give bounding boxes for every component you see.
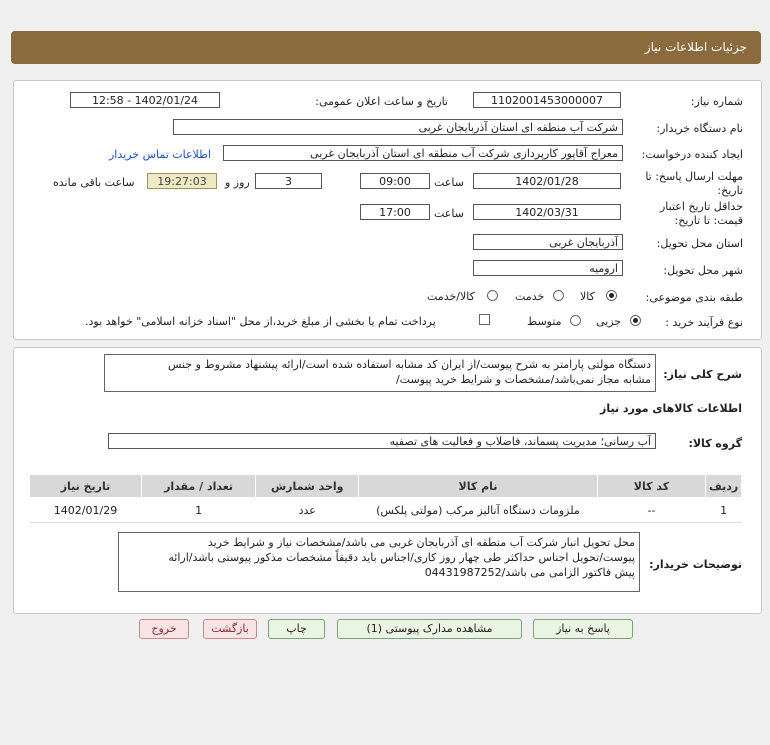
category-goods-label: کالا (580, 290, 595, 303)
notes-line-3: پیش فاکتور الزامی می باشد/04431987252 (424, 566, 635, 579)
col-date: تاریخ نیاز (30, 475, 142, 498)
table-row (30, 498, 742, 523)
process-minor-label: جزیی (596, 315, 622, 328)
reply-button[interactable]: پاسخ به نیاز (533, 619, 633, 639)
buyer-notes-box (118, 532, 640, 592)
summary-line-2: مشابه مجاز نمی‌باشد/مشخصات و شرایط خرید پیوست/ (395, 373, 651, 386)
city-label: شهر محل تحویل: (663, 264, 743, 277)
need-number-field: 1102001453000007 (473, 92, 621, 108)
creator-field: معراج آقاپور کارپردازی شرکت آب منطقه ای استان آذربایجان غربی (223, 145, 623, 161)
need-number-label: شماره نیاز: (690, 95, 743, 108)
col-code: کد کالا (597, 475, 706, 498)
validity-date-field: 1402/03/31 (473, 204, 621, 220)
col-unit: واحد شمارش (256, 475, 359, 498)
print-button[interactable]: چاپ (268, 619, 325, 639)
announce-label: تاریخ و ساعت اعلان عمومی: (315, 95, 448, 108)
exit-button[interactable]: خروج (139, 619, 189, 639)
remaining-time-field: 19:27:03 (147, 173, 217, 189)
deadline-time-label: ساعت (434, 176, 464, 189)
notes-line-2: پیوست/تحویل اجناس حداکثر طی چهار روز کاری/اجناس باید دقیقاً مشخصات مذکور پیوستی باشد/ارائه (168, 551, 635, 564)
announce-field: 1402/01/24 - 12:58 (70, 92, 220, 108)
notes-line-1: محل تحویل انبار شرکت آب منطقه ای آذربایجان غربی می باشد/مشخصات نیاز و شرایط خرید (207, 536, 635, 549)
category-service-label: خدمت (515, 290, 545, 303)
creator-label: ایجاد کننده درخواست: (641, 148, 743, 161)
cell-qty: 1 (142, 498, 256, 523)
process-medium-radio[interactable] (570, 315, 581, 326)
validity-label-2: قیمت: تا تاریخ: (674, 214, 743, 227)
deadline-time-field: 09:00 (360, 173, 430, 189)
table-header-row (30, 475, 742, 498)
page-title: جزئیات اطلاعات نیاز (644, 40, 747, 54)
cell-date: 1402/01/29 (30, 498, 142, 523)
goods-section-title: اطلاعات کالاهای مورد نیاز (600, 402, 742, 415)
goods-table (29, 474, 742, 523)
process-medium-label: متوسط (527, 315, 562, 328)
category-both-label: کالا/خدمت (427, 290, 475, 303)
treasury-payment-note: پرداخت تمام یا بخشی از مبلغ خرید،از محل "اسناد خزانه اسلامی" خواهد بود. (85, 315, 436, 328)
buyer-field: شرکت آب منطقه ای استان آذربایجان غربی (173, 119, 623, 135)
remaining-label: ساعت باقی مانده (53, 176, 135, 189)
process-label: نوع فرآیند خرید : (665, 316, 743, 329)
buyer-notes-label: توضیحات خریدار: (649, 558, 742, 571)
deadline-label-1: مهلت ارسال پاسخ: تا (645, 170, 743, 183)
summary-label: شرح کلی نیاز: (663, 368, 742, 381)
cell-code: -- (597, 498, 706, 523)
category-goods-radio[interactable] (606, 290, 617, 301)
goods-group-label: گروه کالا: (688, 437, 742, 450)
process-minor-radio[interactable] (630, 315, 641, 326)
days-field: 3 (255, 173, 322, 189)
col-row: ردیف (706, 475, 742, 498)
page-header (11, 31, 761, 64)
city-field: ارومیه (473, 260, 623, 276)
col-qty: تعداد / مقدار (142, 475, 256, 498)
cell-name: ملزومات دستگاه آنالیز مرکب (مولتی پلکس) (359, 498, 597, 523)
validity-time-label: ساعت (434, 207, 464, 220)
view-attachments-button[interactable]: مشاهده مدارک پیوستی (1) (337, 619, 522, 639)
goods-group-field: آب رسانی؛ مدیریت پسماند، فاضلاب و فعالیت های تصفیه (108, 433, 656, 449)
back-button[interactable]: بازگشت (203, 619, 257, 639)
validity-label-1: حداقل تاریخ اعتبار (659, 200, 743, 213)
col-name: نام کالا (359, 475, 597, 498)
deadline-label-2: تاریخ: (717, 184, 743, 197)
cell-row: 1 (706, 498, 742, 523)
treasury-payment-checkbox[interactable] (479, 314, 490, 325)
days-label: روز و (225, 176, 250, 189)
summary-line-1: دستگاه مولتی پارامتر به شرح پیوست/از ایران کد مشابه استفاده شده است/ارائه پیشنهاد مشروط و جنس (167, 358, 651, 371)
category-both-radio[interactable] (487, 290, 498, 301)
province-label: استان محل تحویل: (656, 237, 743, 250)
buyer-label: نام دستگاه خریدار: (656, 122, 743, 135)
province-field: آذربایجان غربی (473, 234, 623, 250)
summary-box (104, 354, 656, 392)
deadline-date-field: 1402/01/28 (473, 173, 621, 189)
validity-time-field: 17:00 (360, 204, 430, 220)
contact-buyer-link[interactable]: اطلاعات تماس خریدار (109, 148, 211, 161)
category-label: طبقه بندی موضوعی: (645, 291, 743, 304)
cell-unit: عدد (256, 498, 359, 523)
category-service-radio[interactable] (553, 290, 564, 301)
